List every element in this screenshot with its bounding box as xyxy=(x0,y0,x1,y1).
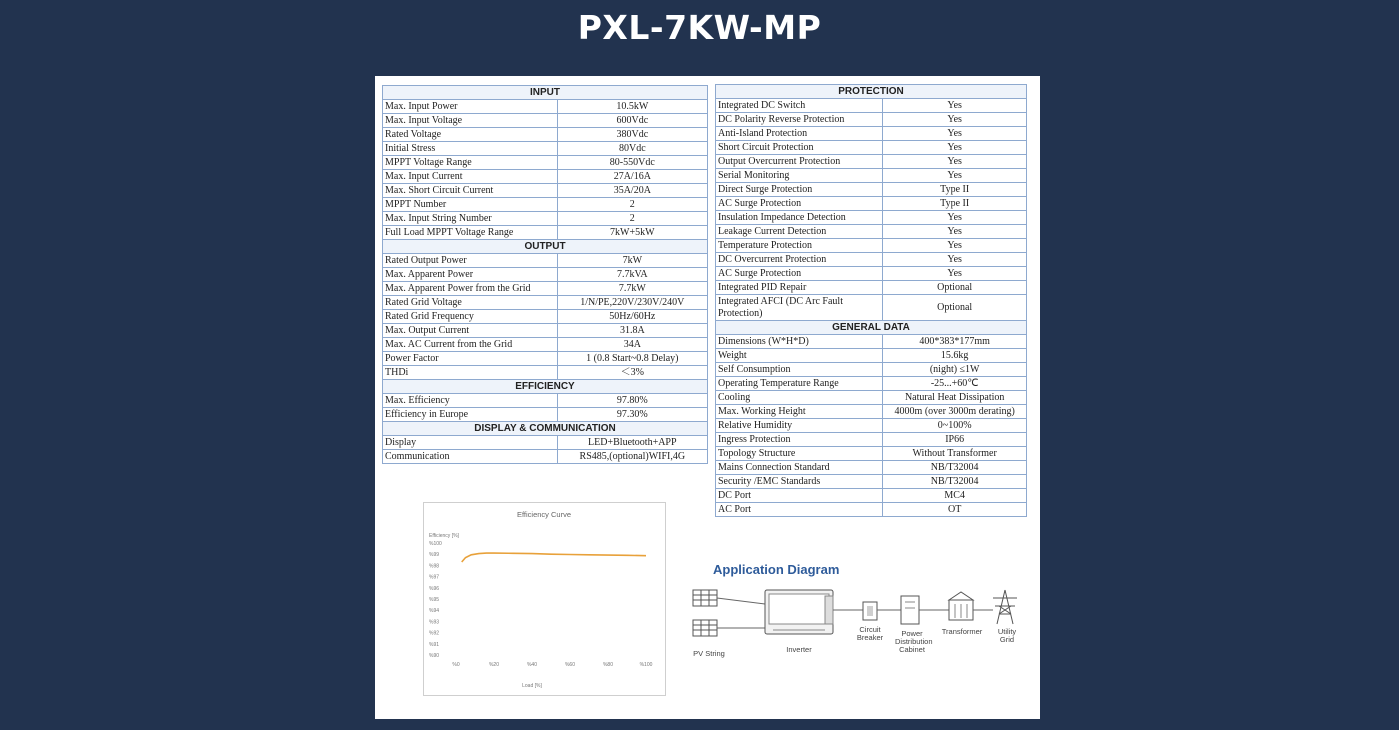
spec-row xyxy=(716,141,1027,155)
section-heading: OUTPUT xyxy=(383,240,708,254)
spec-value: Yes xyxy=(883,113,1027,127)
x-tick-label: %20 xyxy=(488,662,500,668)
spec-value: Without Transformer xyxy=(883,447,1027,461)
spec-label: Rated Grid Frequency xyxy=(383,310,558,324)
x-tick-label: %0 xyxy=(452,662,460,668)
spec-value: MC4 xyxy=(883,489,1027,503)
y-tick-label: %98 xyxy=(429,563,440,570)
spec-label: DC Overcurrent Protection xyxy=(716,253,883,267)
spec-label: Max. Output Current xyxy=(383,324,558,338)
section-heading: PROTECTION xyxy=(716,85,1027,99)
spec-row xyxy=(383,170,708,184)
spec-value: -25...+60℃ xyxy=(883,377,1027,391)
spec-row xyxy=(716,225,1027,239)
spec-value: Type II xyxy=(883,183,1027,197)
spec-value: IP66 xyxy=(883,433,1027,447)
spec-value: Yes xyxy=(883,141,1027,155)
spec-value: 31.8A xyxy=(557,324,707,338)
spec-value: 97.80% xyxy=(557,394,707,408)
spec-label: MPPT Voltage Range xyxy=(383,156,558,170)
y-tick-label: %91 xyxy=(429,641,440,648)
spec-row xyxy=(383,212,708,226)
spec-row xyxy=(716,349,1027,363)
spec-label: Self Consumption xyxy=(716,363,883,377)
spec-label: Max. Apparent Power xyxy=(383,268,558,282)
spec-label: Cooling xyxy=(716,391,883,405)
spec-label: AC Port xyxy=(716,503,883,517)
page-title: PXL-7KW-MP xyxy=(577,8,822,47)
spec-label: Insulation Impedance Detection xyxy=(716,211,883,225)
spec-row xyxy=(716,183,1027,197)
pv-string-label: PV String xyxy=(693,649,725,658)
utility-grid-label: Utility Grid xyxy=(997,627,1017,644)
spec-value: 1/N/PE,220V/230V/240V xyxy=(557,296,707,310)
spec-label: Initial Stress xyxy=(383,142,558,156)
spec-value: ＜3% xyxy=(557,366,707,380)
spec-row xyxy=(383,352,708,366)
spec-value: Yes xyxy=(883,127,1027,141)
transformer-label: Transformer xyxy=(941,627,983,636)
spec-label: Max. Input Voltage xyxy=(383,114,558,128)
spec-row xyxy=(383,254,708,268)
spec-row xyxy=(716,211,1027,225)
spec-row xyxy=(716,461,1027,475)
spec-row xyxy=(716,447,1027,461)
spec-label: Rated Voltage xyxy=(383,128,558,142)
spec-value: Optional xyxy=(883,295,1027,321)
spec-row xyxy=(716,99,1027,113)
spec-value: 600Vdc xyxy=(557,114,707,128)
spec-label: Rated Grid Voltage xyxy=(383,296,558,310)
spec-label: Communication xyxy=(383,450,558,464)
spec-label: Relative Humidity xyxy=(716,419,883,433)
spec-label: Integrated PID Repair xyxy=(716,281,883,295)
spec-row xyxy=(716,377,1027,391)
distribution-cabinet-icon xyxy=(901,596,919,624)
application-diagram xyxy=(687,584,1037,674)
spec-label: Integrated DC Switch xyxy=(716,99,883,113)
spec-row xyxy=(383,324,708,338)
spec-label: Anti-Island Protection xyxy=(716,127,883,141)
efficiency-curve-chart xyxy=(423,502,666,696)
spec-row xyxy=(716,295,1027,321)
spec-row xyxy=(383,114,708,128)
spec-value: Yes xyxy=(883,211,1027,225)
inverter-icon xyxy=(765,590,833,634)
y-tick-label: %92 xyxy=(429,630,440,637)
spec-row xyxy=(716,239,1027,253)
spec-label: Dimensions (W*H*D) xyxy=(716,335,883,349)
spec-row xyxy=(383,268,708,282)
x-axis-label: Load [%] xyxy=(522,683,542,689)
spec-label: Full Load MPPT Voltage Range xyxy=(383,226,558,240)
spec-value: Yes xyxy=(883,155,1027,169)
spec-value: 7.7kW xyxy=(557,282,707,296)
circuit-breaker-icon xyxy=(863,602,877,620)
spec-value: 4000m (over 3000m derating) xyxy=(883,405,1027,419)
spec-value: 380Vdc xyxy=(557,128,707,142)
spec-value: 80-550Vdc xyxy=(557,156,707,170)
spec-label: Max. Input Current xyxy=(383,170,558,184)
spec-label: Max. Input Power xyxy=(383,100,558,114)
spec-value: 7kW+5kW xyxy=(557,226,707,240)
spec-row xyxy=(383,436,708,450)
spec-label: Temperature Protection xyxy=(716,239,883,253)
spec-row xyxy=(716,169,1027,183)
spec-label: Leakage Current Detection xyxy=(716,225,883,239)
spec-value: 7kW xyxy=(557,254,707,268)
spec-row xyxy=(716,127,1027,141)
distribution-cabinet-label: Power Distribution Cabinet xyxy=(895,629,933,654)
spec-value: Natural Heat Dissipation xyxy=(883,391,1027,405)
y-tick-label: %94 xyxy=(429,608,440,615)
spec-label: Security /EMC Standards xyxy=(716,475,883,489)
spec-row xyxy=(383,310,708,324)
utility-grid-tower-icon xyxy=(993,590,1017,624)
spec-value: 34A xyxy=(557,338,707,352)
spec-value: Yes xyxy=(883,267,1027,281)
spec-value: NB/T32004 xyxy=(883,475,1027,489)
spec-row xyxy=(716,391,1027,405)
spec-value: 50Hz/60Hz xyxy=(557,310,707,324)
section-header-protection xyxy=(716,85,1027,99)
spec-label: Integrated AFCI (DC Arc Fault Protection) xyxy=(716,295,883,321)
spec-label: Efficiency in Europe xyxy=(383,408,558,422)
efficiency-curve-svg xyxy=(424,503,665,695)
spec-row xyxy=(383,338,708,352)
section-header-display-communication xyxy=(383,422,708,436)
spec-label: DC Polarity Reverse Protection xyxy=(716,113,883,127)
spec-row xyxy=(383,128,708,142)
spec-value: Yes xyxy=(883,239,1027,253)
section-heading: GENERAL DATA xyxy=(716,321,1027,335)
spec-label: Max. Efficiency xyxy=(383,394,558,408)
spec-label: AC Surge Protection xyxy=(716,267,883,281)
spec-value: 27A/16A xyxy=(557,170,707,184)
pv-panel-icon xyxy=(693,590,717,606)
spec-value: Yes xyxy=(883,225,1027,239)
section-heading: DISPLAY & COMMUNICATION xyxy=(383,422,708,436)
y-tick-label: %95 xyxy=(429,597,440,603)
spec-row xyxy=(383,226,708,240)
spec-row xyxy=(383,408,708,422)
y-tick-label: %97 xyxy=(429,574,440,581)
spec-label: Max. AC Current from the Grid xyxy=(383,338,558,352)
spec-value: 10.5kW xyxy=(557,100,707,114)
section-header-efficiency xyxy=(383,380,708,394)
right-spec-table xyxy=(715,84,1027,517)
spec-value: Yes xyxy=(883,99,1027,113)
spec-value: 97.30% xyxy=(557,408,707,422)
spec-row xyxy=(716,113,1027,127)
x-tick-label: %40 xyxy=(526,662,538,668)
spec-row xyxy=(383,100,708,114)
y-tick-label: %99 xyxy=(429,552,440,559)
spec-label: Ingress Protection xyxy=(716,433,883,447)
spec-value: NB/T32004 xyxy=(883,461,1027,475)
spec-label: Short Circuit Protection xyxy=(716,141,883,155)
spec-label: AC Surge Protection xyxy=(716,197,883,211)
spec-label: Output Overcurrent Protection xyxy=(716,155,883,169)
spec-label: Operating Temperature Range xyxy=(716,377,883,391)
spec-label: Topology Structure xyxy=(716,447,883,461)
spec-value: Yes xyxy=(883,169,1027,183)
chart-title: Efficiency Curve xyxy=(516,510,572,519)
spec-row xyxy=(383,282,708,296)
spec-label: Max. Working Height xyxy=(716,405,883,419)
spec-row xyxy=(383,366,708,380)
spec-value: 35A/20A xyxy=(557,184,707,198)
spec-row xyxy=(716,281,1027,295)
spec-row xyxy=(716,503,1027,517)
spec-label: Display xyxy=(383,436,558,450)
pv-panel-icon xyxy=(693,620,717,636)
spec-value: LED+Bluetooth+APP xyxy=(557,436,707,450)
spec-row xyxy=(383,198,708,212)
spec-value: 2 xyxy=(557,212,707,226)
spec-sheet xyxy=(375,76,1040,719)
spec-row xyxy=(383,450,708,464)
spec-row xyxy=(716,253,1027,267)
spec-label: Mains Connection Standard xyxy=(716,461,883,475)
y-tick-label: %90 xyxy=(429,653,440,659)
spec-row xyxy=(716,267,1027,281)
spec-label: Max. Apparent Power from the Grid xyxy=(383,282,558,296)
spec-row xyxy=(383,142,708,156)
spec-value: RS485,(optional)WIFI,4G xyxy=(557,450,707,464)
spec-row xyxy=(716,155,1027,169)
spec-value: Type II xyxy=(883,197,1027,211)
section-heading: INPUT xyxy=(383,86,708,100)
spec-value: 2 xyxy=(557,198,707,212)
spec-value: 80Vdc xyxy=(557,142,707,156)
application-diagram-title: Application Diagram xyxy=(713,562,840,577)
section-header-general-data xyxy=(716,321,1027,335)
spec-value: 15.6kg xyxy=(883,349,1027,363)
spec-row xyxy=(716,433,1027,447)
spec-label: Serial Monitoring xyxy=(716,169,883,183)
spec-value: OT xyxy=(883,503,1027,517)
spec-label: Direct Surge Protection xyxy=(716,183,883,197)
spec-value: 7.7kVA xyxy=(557,268,707,282)
y-tick-label: %100 xyxy=(429,541,442,547)
y-tick-label: %93 xyxy=(429,619,440,626)
efficiency-series-line xyxy=(462,553,646,562)
transformer-icon xyxy=(949,592,973,620)
spec-value: 0~100% xyxy=(883,419,1027,433)
spec-row xyxy=(716,335,1027,349)
y-axis-label: Efficiency [%] xyxy=(429,533,459,539)
spec-label: Max. Input String Number xyxy=(383,212,558,226)
spec-label: Weight xyxy=(716,349,883,363)
left-spec-table xyxy=(382,85,708,464)
spec-value: Optional xyxy=(883,281,1027,295)
spec-label: THDi xyxy=(383,366,558,380)
x-tick-label: %80 xyxy=(602,662,614,668)
circuit-breaker-label: Circuit Breaker xyxy=(856,625,884,642)
spec-label: DC Port xyxy=(716,489,883,503)
x-tick-label: %100 xyxy=(639,662,653,668)
spec-row xyxy=(383,184,708,198)
section-header-output xyxy=(383,240,708,254)
spec-value: (night) ≤1W xyxy=(883,363,1027,377)
spec-value: 1 (0.8 Start~0.8 Delay) xyxy=(557,352,707,366)
spec-row xyxy=(383,156,708,170)
spec-row xyxy=(716,475,1027,489)
spec-row xyxy=(716,419,1027,433)
inverter-label: Inverter xyxy=(786,645,812,654)
spec-value: Yes xyxy=(883,253,1027,267)
spec-row xyxy=(716,489,1027,503)
section-header-input xyxy=(383,86,708,100)
spec-label: Rated Output Power xyxy=(383,254,558,268)
spec-row xyxy=(716,363,1027,377)
section-heading: EFFICIENCY xyxy=(383,380,708,394)
spec-row xyxy=(383,394,708,408)
y-tick-label: %96 xyxy=(429,585,440,592)
spec-label: MPPT Number xyxy=(383,198,558,212)
x-tick-label: %60 xyxy=(564,662,576,668)
spec-value: 400*383*177mm xyxy=(883,335,1027,349)
spec-label: Max. Short Circuit Current xyxy=(383,184,558,198)
spec-row xyxy=(716,197,1027,211)
spec-row xyxy=(383,296,708,310)
spec-label: Power Factor xyxy=(383,352,558,366)
spec-row xyxy=(716,405,1027,419)
